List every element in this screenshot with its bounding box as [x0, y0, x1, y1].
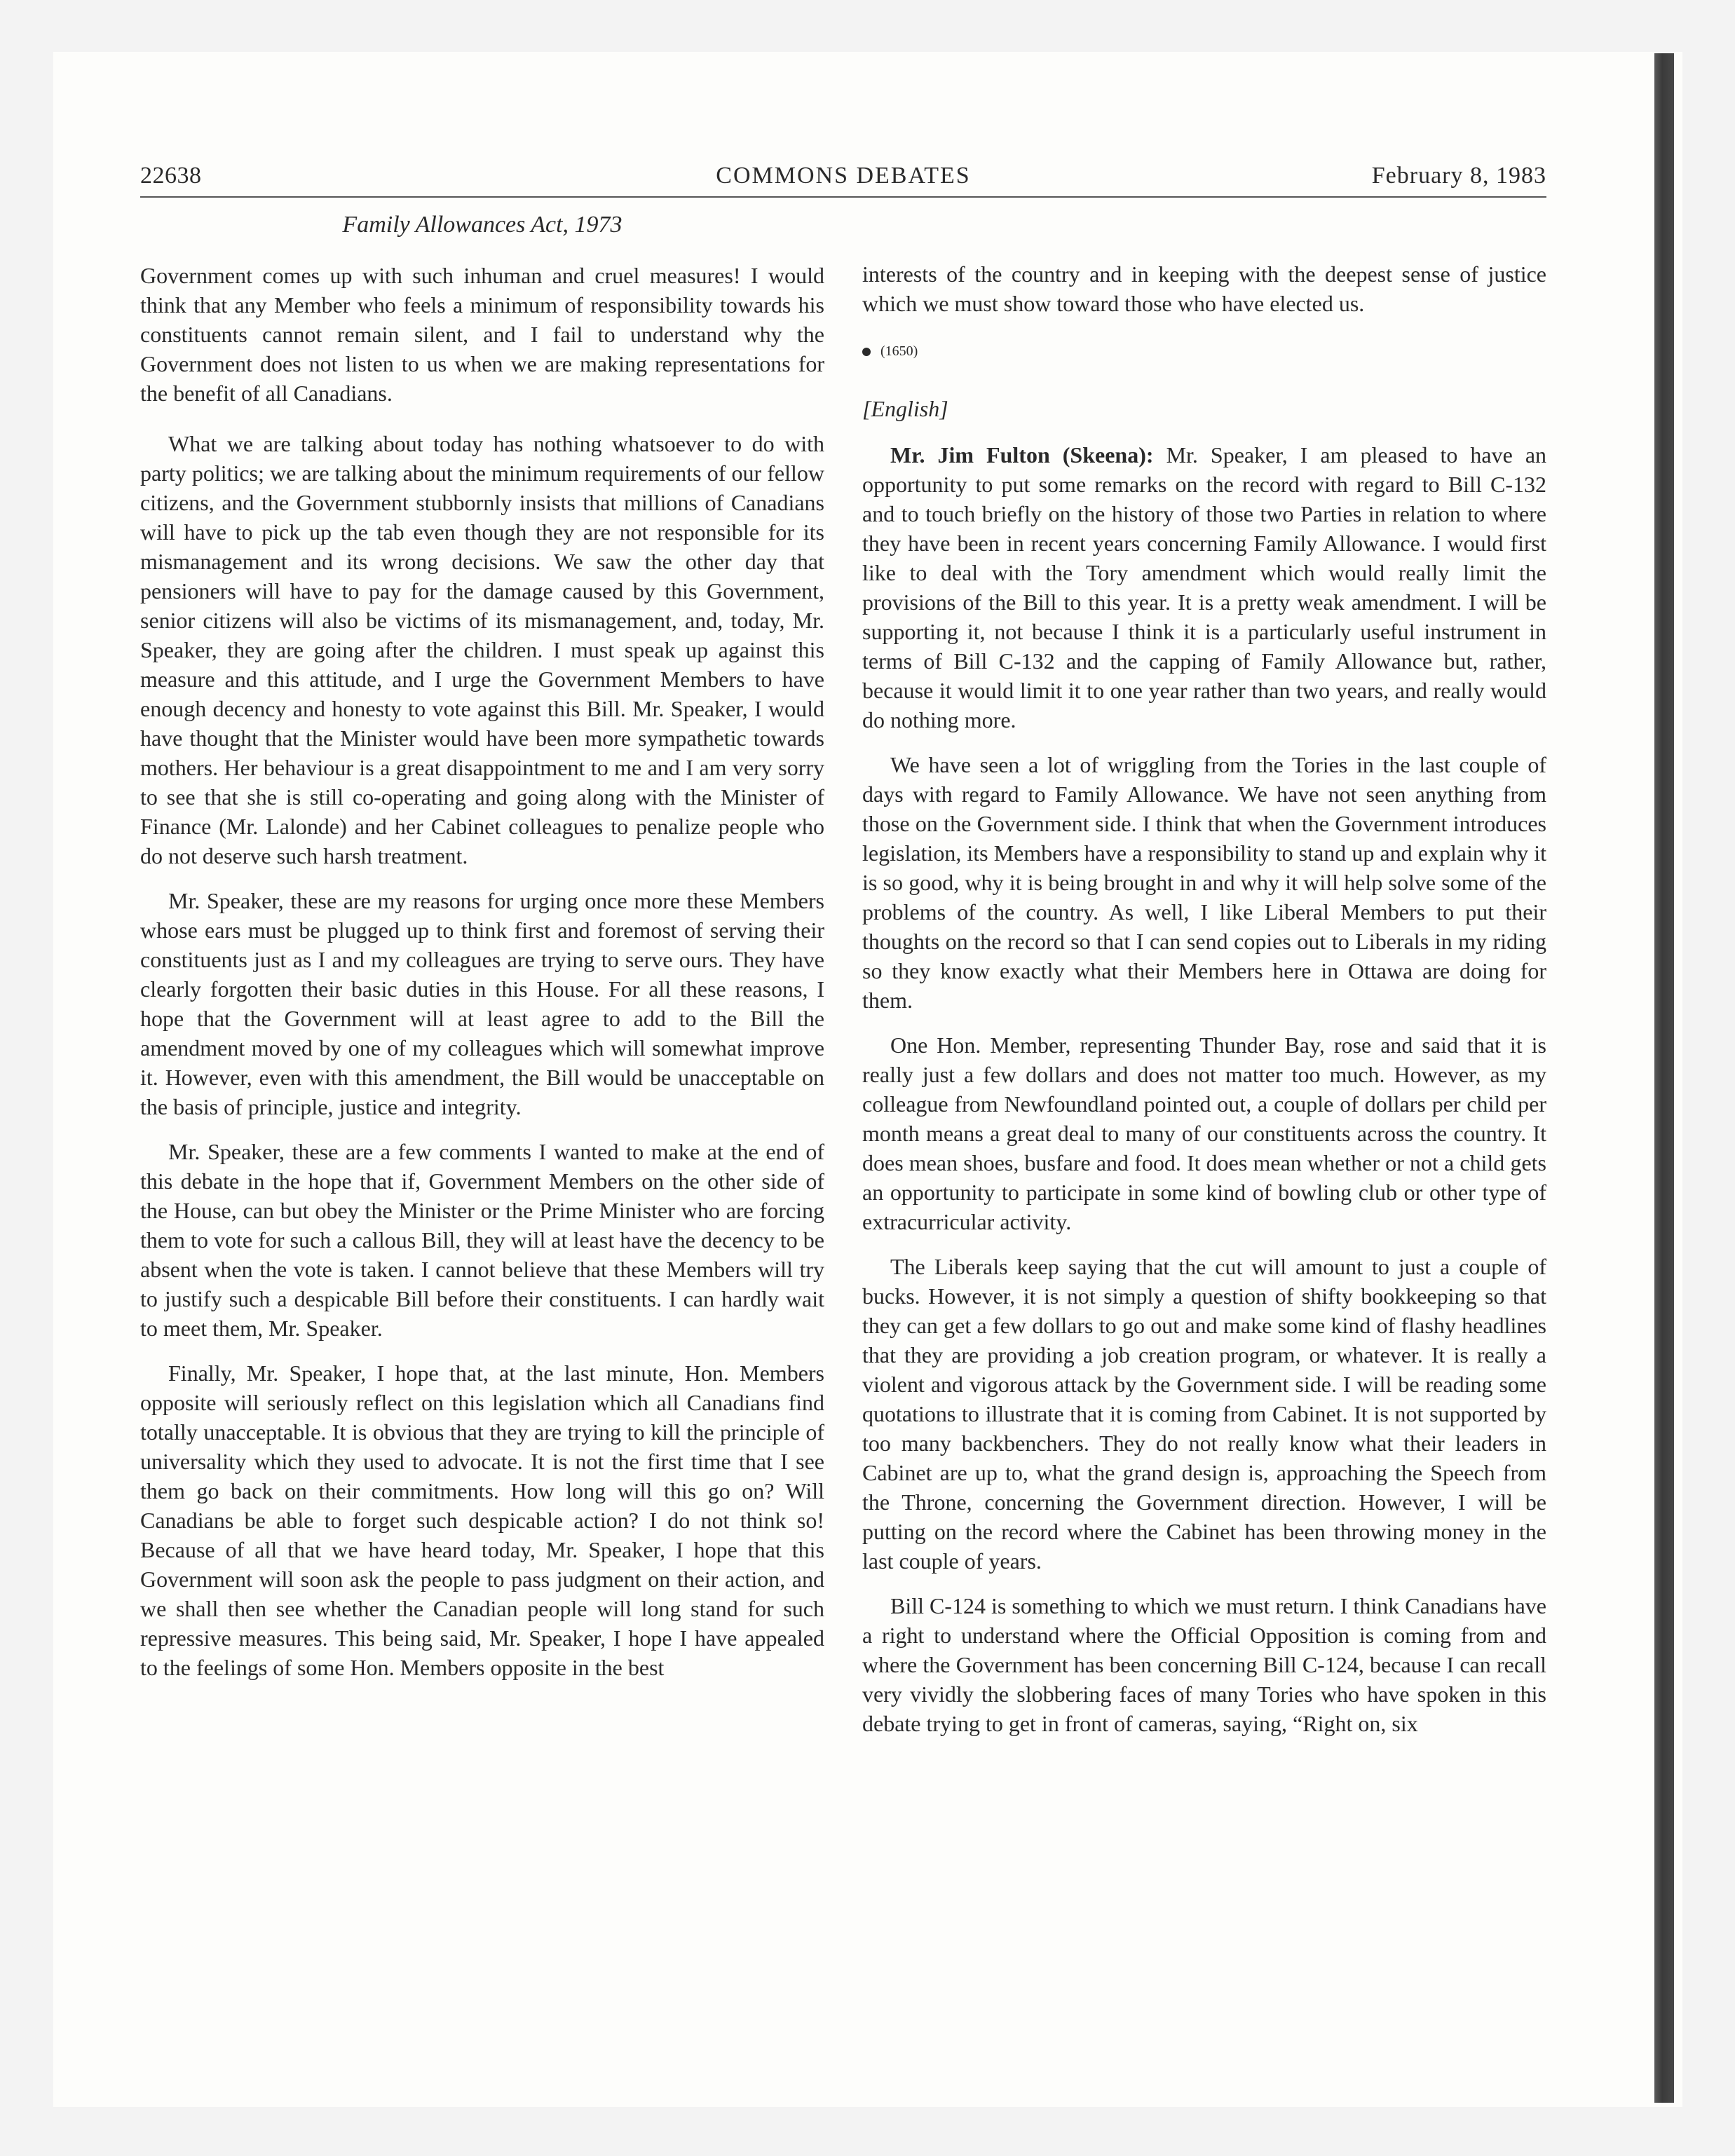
publication-title: COMMONS DEBATES [716, 163, 971, 189]
language-tag: [English] [862, 396, 948, 421]
paragraph: We have seen a lot of wriggling from the Tories in the last couple of days with regard to Family Allowance. We have not seen anything from those on the Government side. I think that when the Government introduces legislation, its Members have a responsibility to stand up and explain why it is so good, why it is being brought in and why it will help solve some of the problems of the country. As well, I like Liberal Members to put their thoughts on the record so that I can send copies out to Liberals in my riding so they know exactly what their Members here in Ottawa are doing for them. [862, 752, 1546, 1013]
scan-edge-shadow [1654, 53, 1674, 2103]
paragraph: One Hon. Member, representing Thunder Bay, rose and said that it is really just a few dollars and does not matter too much. However, as my colleague from Newfoundland pointed out, a couple of dollars per child per month means a great deal to many of our constituents across the country. It does mean shoes, busfare and food. It does mean whether or not a child gets an opportunity to participate in some kind of bowling club or other type of extracurricular activity. [862, 1032, 1546, 1234]
paragraph: Mr. Speaker, these are a few comments I wanted to make at the end of this debate in the hope that if, Government Members on the other side of the House, can but obey the Minister or the Prime Minister who are forcing them to vote for such a callous Bill, they will at least have the decency to be absent when the vote is taken. I cannot believe that these Members will try to justify such a despicable Bill before their constituents. I can hardly wait to meet them, Mr. Speaker. [140, 1139, 824, 1341]
paragraph: Government comes up with such inhuman and cruel measures! I would think that any Member who feels a minimum of responsibility towards his constituents cannot remain silent, and I fail to understand why the Government does not listen to us when we are making representations for the benefit of all Canadians. [140, 263, 824, 406]
right-column [862, 259, 1546, 1754]
speaker-paragraph [862, 440, 1546, 735]
bullet-icon [862, 348, 871, 356]
left-column [140, 261, 824, 1698]
publication-date: February 8, 1983 [1371, 163, 1546, 189]
speaker-text: Mr. Speaker, I am pleased to have an opportunity to put some remarks on the record with regard to Bill C-132 and to touch briefly on the history of those two Parties in relation to where they have been in recent years concerning Family Allowance. I would first like to deal with the Tory amendment which would really limit the provisions of the Bill to this year. It is a pretty weak amendment. I will be supporting it, not because I think it is a particularly useful instrument in terms of Bill C-132 and the capping of Family Allowance but, rather, because it would limit it to one year rather than two years, and really would do nothing more. [862, 442, 1547, 732]
header-rule [140, 196, 1546, 198]
paragraph: What we are talking about today has nothing whatsoever to do with party politics; we are talking about the minimum requirements of our fellow citizens, and the Government stubbornly insists that millions of Canadians will have to pick up the tab even though they are not responsible for its mismanagement and its wrong decisions. We saw the other day that pensioners will have to pay for the damage caused by this Government, senior citizens will also be victims of its mismanagement, and, today, Mr. Speaker, they are going after the children. I must speak up against this measure and this attitude, and I urge the Government Members to have enough decency and honesty to vote against this Bill. Mr. Speaker, I would have thought that the Minister would have been more sympathetic towards mothers. Her behaviour is a great disappointment to me and I am very sorry to see that she is still co-operating and going along with the Minister of Finance (Mr. Lalonde) and her Cabinet colleagues to penalize people who do not deserve such harsh treatment. [140, 431, 824, 868]
paragraph: The Liberals keep saying that the cut will amount to just a couple of bucks. However, it is not simply a question of shifty bookkeeping so that they can get a few dollars to go out and make some kind of flashy headlines that they are providing a job creation program, or whatever. It is really a violent and vigorous attack by the Government side. I will be reading some quotations to illustrate that it is coming from Cabinet. It is not supported by too many backbenchers. They do not really know what their leaders in Cabinet are up to, what the grand design is, approaching the Speech from the Throne, concerning the Government direction. However, I will be putting on the record where the Cabinet has been throwing money in the last couple of years. [862, 1254, 1546, 1574]
paragraph: interests of the country and in keeping with the deepest sense of justice which we must show toward those who have elected us. [862, 261, 1546, 316]
speaker-name: Mr. Jim Fulton (Skeena): [890, 442, 1154, 468]
page-number: 22638 [140, 163, 202, 189]
paragraph: Finally, Mr. Speaker, I hope that, at the last minute, Hon. Members opposite will seriously reflect on this legislation which all Canadians find totally unacceptable. It is obvious that they are trying to kill the principle of universality which they used to advocate. It is not the first time that I see them go back on their commitments. How long will this go on? Will Canadians be able to forget such despicable action? I do not think so! Because of all that we have heard today, Mr. Speaker, I hope that this Government will soon ask the people to pass judgment on their action, and we shall then see whether the Canadian people will long stand for such repressive measures. This being said, Mr. Speaker, I hope I have appealed to the feelings of some Hon. Members opposite in the best [140, 1360, 824, 1680]
paragraph: Bill C-124 is something to which we must return. I think Canadians have a right to understand where the Official Opposition is coming from and where the Government has been concerning Bill C-124, because I can recall very vividly the slobbering faces of many Tories who have spoken in this debate trying to get in front of cameras, saying, “Right on, six [862, 1593, 1546, 1736]
page-header [140, 163, 1546, 198]
paragraph: Mr. Speaker, these are my reasons for urging once more these Members whose ears must be plugged up to think first and foremost of serving their constituents just as I and my colleagues are trying to serve ours. They have clearly forgotten their basic duties in this House. For all these reasons, I hope that the Government will at least agree to add to the Bill the amendment moved by one of my colleagues which will somewhat improve it. However, even with this amendment, the Bill would be unacceptable on the basis of principle, justice and integrity. [140, 888, 824, 1119]
time-marker [862, 336, 1546, 366]
time-marker-text: (1650) [880, 343, 918, 359]
running-title: Family Allowances Act, 1973 [342, 212, 622, 238]
